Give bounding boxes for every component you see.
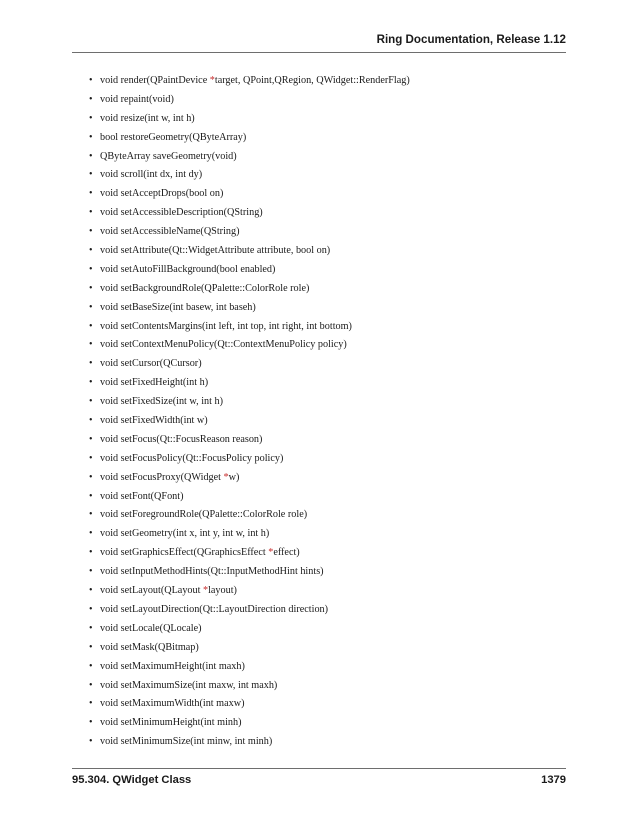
bullet-icon: • [89,471,93,483]
bullet-icon: • [89,452,93,464]
method-signature-tail: layout) [208,585,237,597]
method-list [89,72,410,752]
method-signature-text: void setMaximumWidth(int maxw) [100,698,245,710]
method-signature-text: void setFixedSize(int w, int h) [100,396,223,408]
bullet-icon: • [89,93,93,105]
method-list-item [89,318,410,337]
bullet-icon: • [89,188,93,200]
bullet-icon: • [89,207,93,219]
method-signature-text: void setAcceptDrops(bool on) [100,188,224,200]
method-signature-text: void repaint(void) [100,93,174,105]
method-signature-text: void setInputMethodHints(Qt::InputMethodHint hints) [100,566,324,578]
method-list-item [89,563,410,582]
bullet-icon: • [89,263,93,275]
method-signature-text: void render(QPaintDevice [100,75,210,86]
method-list-item [89,261,410,280]
method-list-item [89,620,410,639]
bullet-icon: • [89,585,93,597]
bullet-icon: • [89,245,93,257]
method-signature-text: void setFixedWidth(int w) [100,415,208,427]
bullet-icon: • [89,566,93,578]
method-signature-tail: w) [228,471,240,483]
method-signature-text: void setGraphicsEffect(QGraphicsEffect [100,547,269,559]
pointer-asterisk: * [223,471,229,483]
bullet-icon: • [89,698,93,710]
method-list-item [89,299,410,318]
pointer-asterisk: * [268,547,274,559]
bullet-icon: • [89,509,93,521]
method-signature-text: void setAccessibleDescription(QString) [100,207,263,219]
method-signature-text: void setBackgroundRole(QPalette::ColorRole role) [100,282,310,294]
bullet-icon: • [89,717,93,729]
method-list-item [89,450,410,469]
method-list-item [89,733,410,752]
method-signature-text: QByteArray saveGeometry(void) [100,150,237,162]
method-list-item [89,582,410,601]
method-list-item [89,242,410,261]
method-list-item [89,412,410,431]
bullet-icon: • [89,131,93,143]
method-list-item [89,223,410,242]
method-signature-text: void setForegroundRole(QPalette::ColorRole role) [100,509,308,521]
bullet-icon: • [89,679,93,691]
bullet-icon: • [89,320,93,332]
method-list-item [89,280,410,299]
bullet-icon: • [89,547,93,559]
method-list-item [89,469,410,488]
method-list-item [89,506,410,525]
method-signature-text: void setFocusProxy(QWidget [100,471,224,483]
method-signature-text: bool restoreGeometry(QByteArray) [100,131,247,143]
method-list-item [89,91,410,110]
bullet-icon: • [89,358,93,370]
method-signature-text: void setFixedHeight(int h) [100,377,209,389]
bullet-icon: • [89,75,93,86]
method-list-item [89,110,410,129]
pointer-asterisk: * [202,585,209,597]
document-title: Ring Documentation, Release 1.12 [376,33,566,46]
method-list-item [89,185,410,204]
page-header [72,30,566,53]
method-list-item [89,204,410,223]
method-list-item [89,714,410,733]
method-signature-text: void setAccessibleName(QString) [100,226,240,238]
method-signature-text: void setMask(QBitmap) [100,641,199,653]
method-signature-text: void setAttribute(Qt::WidgetAttribute attribute, bool on) [100,245,331,257]
method-signature-text: void setMinimumSize(int minw, int minh) [100,736,273,748]
bullet-icon: • [89,490,93,502]
method-list-item [89,166,410,185]
bullet-icon: • [89,622,93,634]
method-list-item [89,601,410,620]
method-list-item [89,374,410,393]
method-list-item [89,639,410,658]
method-list-item [89,658,410,677]
method-signature-text: void setMaximumHeight(int maxh) [100,660,245,672]
method-signature-text: void scroll(int dx, int dy) [100,169,203,181]
bullet-icon: • [89,169,93,181]
method-list-item [89,72,410,91]
method-list-item [89,129,410,148]
method-signature-text: void setGeometry(int x, int y, int w, int h) [100,528,270,540]
method-list-item [89,336,410,355]
method-list-item [89,355,410,374]
method-list-item [89,393,410,412]
bullet-icon: • [89,339,93,351]
method-signature-tail: effect) [273,547,300,559]
bullet-icon: • [89,415,93,427]
method-list-item [89,431,410,450]
bullet-icon: • [89,112,93,124]
bullet-icon: • [89,226,93,238]
method-signature-text: void setContentsMargins(int left, int top, int right, int bottom) [100,320,352,332]
method-signature-text: void setFocusPolicy(Qt::FocusPolicy policy) [100,452,284,464]
method-list-item [89,544,410,563]
method-signature-text: void setBaseSize(int basew, int baseh) [100,301,256,313]
method-signature-text: void setMaximumSize(int maxw, int maxh) [100,679,278,691]
method-signature-text: void setFont(QFont) [100,490,184,502]
bullet-icon: • [89,377,93,389]
bullet-icon: • [89,641,93,653]
page-footer [72,768,566,789]
method-list-item [89,148,410,167]
method-signature-text: void setLayoutDirection(Qt::LayoutDirection direction) [100,603,329,615]
section-title: 95.304. QWidget Class [72,774,192,786]
bullet-icon: • [89,528,93,540]
bullet-icon: • [89,150,93,162]
method-signature-text: void setAutoFillBackground(bool enabled) [100,263,276,275]
bullet-icon: • [89,301,93,313]
method-list-item [89,488,410,507]
bullet-icon: • [89,396,93,408]
page-number: 1379 [541,774,566,786]
method-signature-text: void setContextMenuPolicy(Qt::ContextMenuPolicy policy) [100,339,347,351]
bullet-icon: • [89,660,93,672]
bullet-icon: • [89,736,93,748]
method-signature-text: void setCursor(QCursor) [100,358,202,370]
method-signature-tail: target, QPoint,QRegion, QWidget::RenderFlag) [214,75,410,86]
bullet-icon: • [89,433,93,445]
pointer-asterisk: * [209,75,215,86]
method-signature-text: void setFocus(Qt::FocusReason reason) [100,433,263,445]
method-signature-text: void setMinimumHeight(int minh) [100,717,242,729]
method-list-item [89,695,410,714]
method-list-item [89,525,410,544]
method-signature-text: void setLayout(QLayout [100,585,203,597]
method-signature-text: void setLocale(QLocale) [100,622,202,634]
method-list-item [89,677,410,696]
method-signature-text: void resize(int w, int h) [100,112,195,124]
bullet-icon: • [89,282,93,294]
bullet-icon: • [89,603,93,615]
